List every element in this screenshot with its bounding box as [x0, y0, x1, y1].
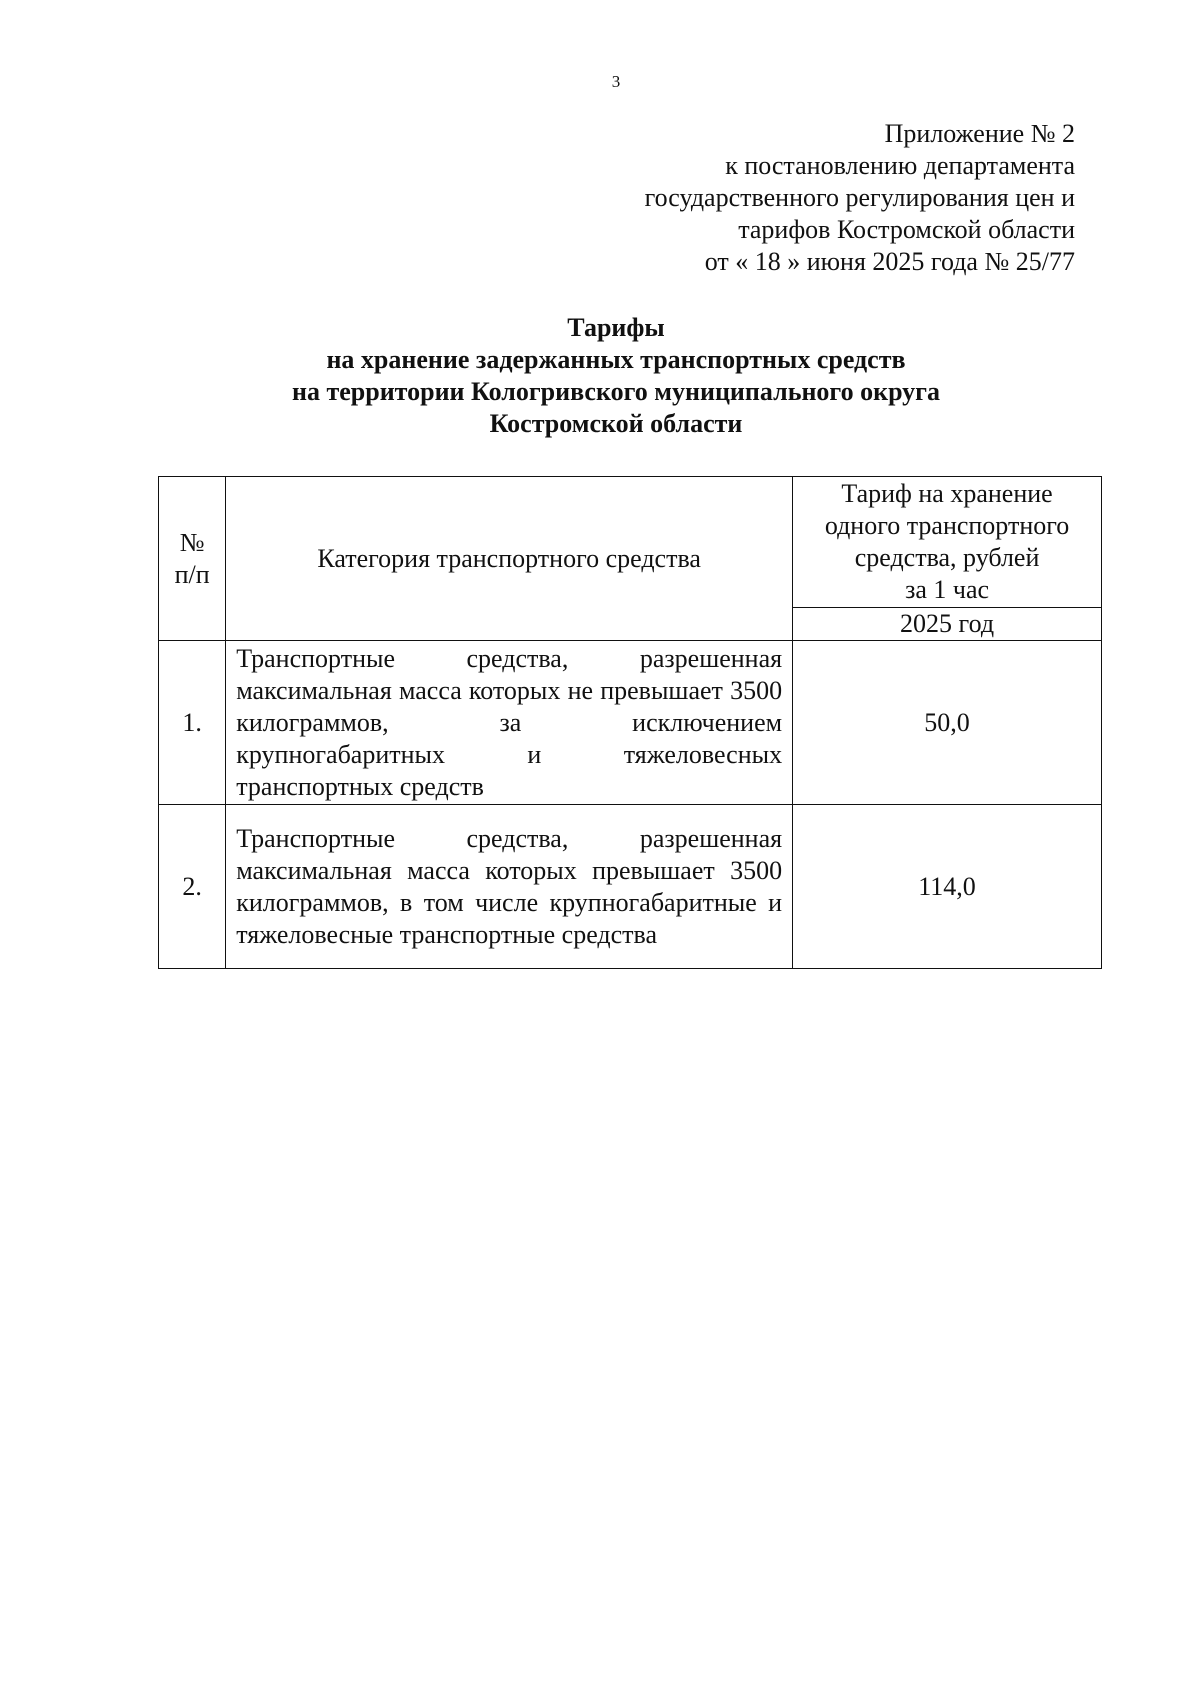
- row-number: 1.: [159, 641, 226, 805]
- header-category-cell: [226, 477, 793, 641]
- header-tariff-line-1: Тариф на хранение: [841, 479, 1053, 508]
- header-number-cell: [159, 477, 226, 641]
- appendix-line-3: государственного регулирования цен и: [644, 183, 1075, 212]
- appendix-line-5: от « 18 » июня 2025 года № 25/77: [704, 247, 1075, 276]
- row-tariff-value: 50,0: [793, 641, 1102, 805]
- appendix-line-4: тарифов Костромской области: [738, 215, 1075, 244]
- title-line-1: Тарифы: [567, 313, 665, 342]
- appendix-header: [475, 118, 1075, 278]
- row-tariff-value: 114,0: [793, 805, 1102, 969]
- table-header-row: [159, 477, 1102, 608]
- table-row: [159, 805, 1102, 969]
- appendix-line-1: Приложение № 2: [884, 119, 1075, 148]
- document-title: [0, 312, 1200, 440]
- title-line-2: на хранение задержанных транспортных средств: [326, 345, 906, 374]
- row-category: Транспортные средства, разрешенная максимальная масса которых не превышает 3500 килограммов, за исключением крупногабаритных и тяжеловесных транспортных средств: [226, 641, 793, 805]
- title-line-4: Костромской области: [489, 409, 743, 438]
- row-category: Транспортные средства, разрешенная максимальная масса которых превышает 3500 килограммов, в том числе крупногабаритные и тяжеловесные транспортные средства: [226, 805, 793, 969]
- appendix-line-2: к постановлению департамента: [725, 151, 1075, 180]
- tariff-table: [158, 476, 1102, 969]
- row-number: 2.: [159, 805, 226, 969]
- header-category-label: Категория транспортного средства: [317, 543, 701, 573]
- header-year-cell: 2025 год: [793, 608, 1102, 641]
- header-tariff-cell: [793, 477, 1102, 608]
- table-row: [159, 641, 1102, 805]
- header-tariff-line-3: средства, рублей: [854, 543, 1040, 572]
- header-tariff-line-2: одного транспортного: [824, 511, 1070, 540]
- header-tariff-line-4: за 1 час: [905, 575, 990, 604]
- header-number-label: п/п: [174, 559, 210, 589]
- title-line-3: на территории Кологривского муниципального округа: [291, 377, 940, 406]
- header-number-symbol: №: [179, 527, 205, 557]
- page-number: 3: [611, 72, 621, 91]
